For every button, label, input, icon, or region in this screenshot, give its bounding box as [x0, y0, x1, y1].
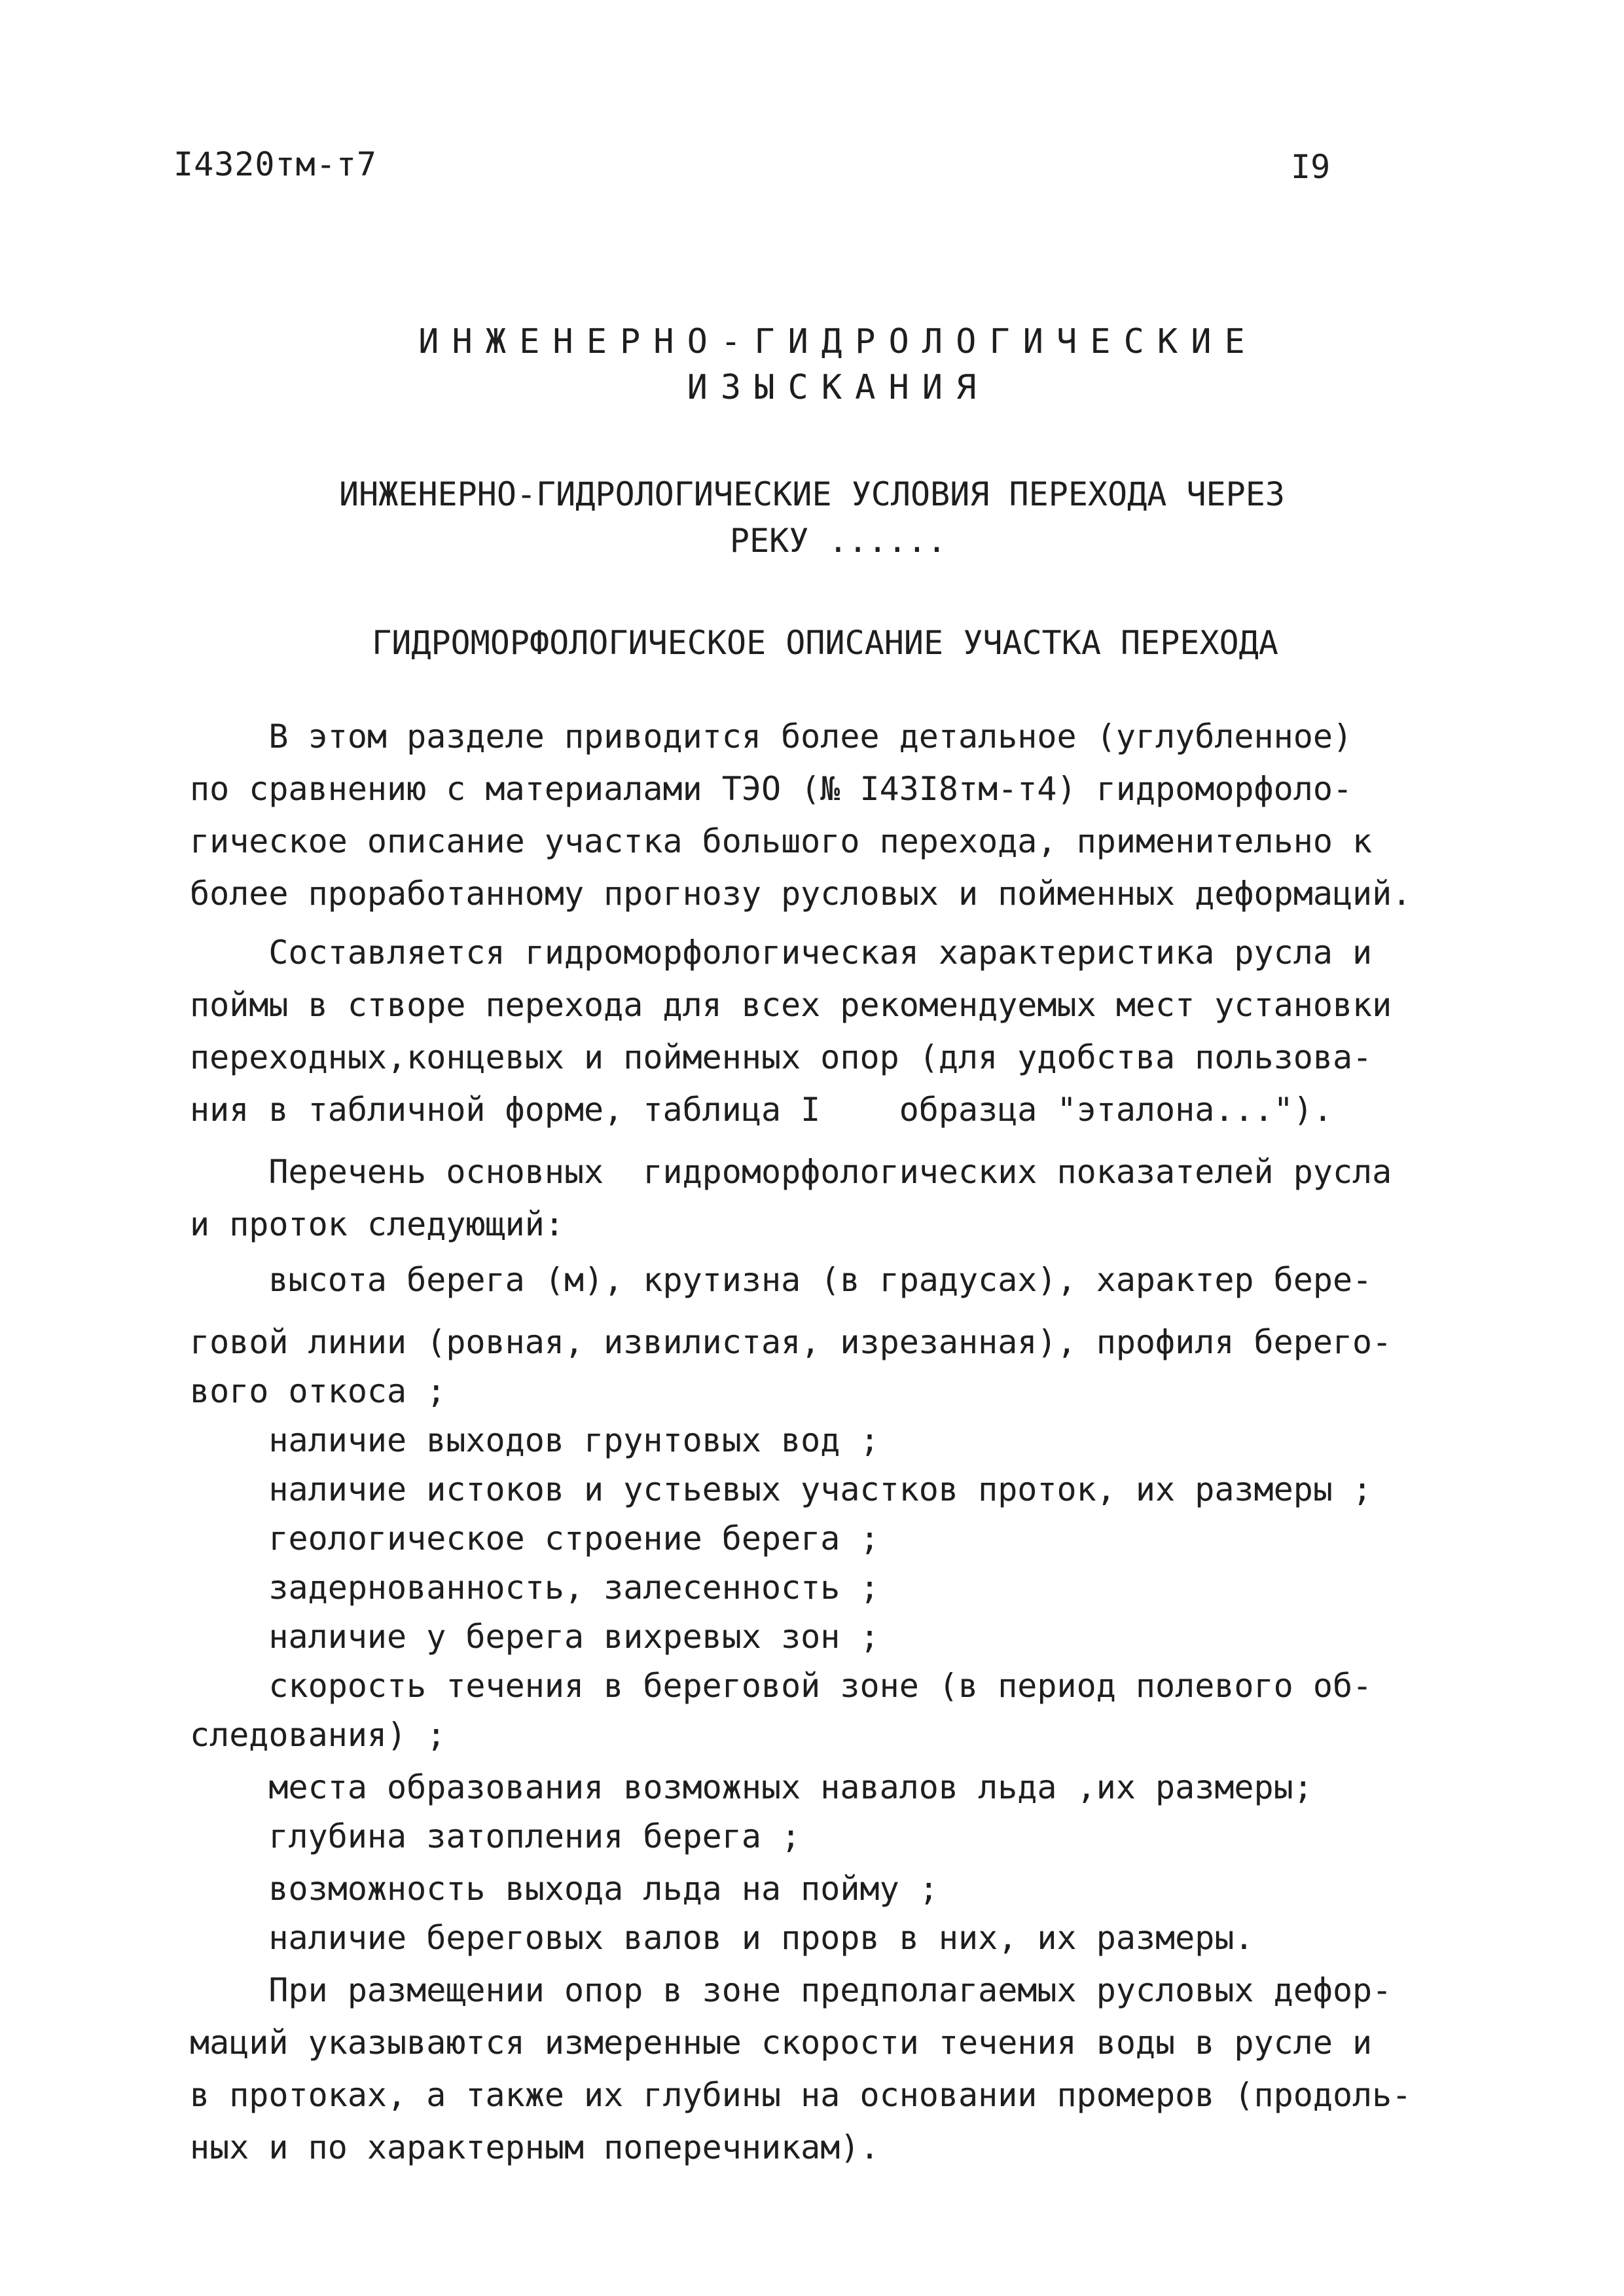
- list-item-7-line-2: следования) ;: [190, 1716, 446, 1754]
- list-item-1-line-3: вого откоса ;: [190, 1372, 446, 1410]
- paragraph-1-line-1: В этом разделе приводится более детальное (углубленное): [190, 718, 1353, 756]
- paragraph-2-line-4: ния в табличной форме, таблица I образца "эталона...").: [190, 1091, 1333, 1129]
- paragraph-3-line-1: Перечень основных гидроморфологических показателей русла: [190, 1153, 1392, 1191]
- list-item-2: наличие выходов грунтовых вод ;: [190, 1421, 880, 1459]
- list-item-9: глубина затопления берега ;: [190, 1817, 801, 1855]
- list-item-7-line-1: скорость течения в береговой зоне (в период полевого об-: [190, 1667, 1373, 1705]
- paragraph-4-line-4: ных и по характерным поперечникам).: [190, 2128, 880, 2166]
- paragraph-2-line-1: Составляется гидроморфологическая характеристика русла и: [190, 934, 1373, 972]
- paragraph-4-line-2: маций указываются измеренные скорости течения воды в русле и: [190, 2024, 1373, 2062]
- list-item-5: задернованность, залесенность ;: [190, 1569, 880, 1607]
- section-title-line-2: ИЗЫСКАНИЯ: [687, 368, 990, 407]
- subsection-title-line-2: РЕКУ ......: [729, 522, 947, 560]
- paragraph-3-line-2: и проток следующий:: [190, 1205, 564, 1243]
- section-title-line-1: ИНЖЕНЕРНО-ГИДРОЛОГИЧЕСКИЕ: [418, 322, 1258, 361]
- subsection-title-line-1: ИНЖЕНЕРНО-ГИДРОЛОГИЧЕСКИЕ УСЛОВИЯ ПЕРЕХОДА ЧЕРЕЗ: [339, 475, 1285, 513]
- paragraph-1-line-4: более проработанному прогнозу русловых и пойменных деформаций.: [190, 875, 1412, 913]
- paragraph-1-line-3: гическое описание участка большого перехода, применительно к: [190, 822, 1373, 860]
- list-item-6: наличие у берега вихревых зон ;: [190, 1618, 880, 1656]
- paragraph-4-line-1: При размещении опор в зоне предполагаемых русловых дефор-: [190, 1971, 1392, 2009]
- paragraph-1-line-2: по сравнению с материалами ТЭО (№ I43I8тм-т4) гидроморфоло-: [190, 770, 1353, 808]
- paragraph-4-line-3: в протоках, а также их глубины на основании промеров (продоль-: [190, 2076, 1412, 2114]
- list-item-10: возможность выхода льда на пойму ;: [190, 1870, 939, 1908]
- list-item-1-line-2: говой линии (ровная, извилистая, изрезанная), профиля берего-: [190, 1323, 1392, 1361]
- list-item-3: наличие истоков и устьевых участков проток, их размеры ;: [190, 1470, 1373, 1508]
- subsubsection-title: ГИДРОМОРФОЛОГИЧЕСКОЕ ОПИСАНИЕ УЧАСТКА ПЕРЕХОДА: [372, 624, 1278, 662]
- paragraph-2-line-2: поймы в створе перехода для всех рекомендуемых мест установки: [190, 986, 1392, 1024]
- paragraph-2-line-3: переходных,концевых и пойменных опор (для удобства пользова-: [190, 1038, 1373, 1076]
- list-item-4: геологическое строение берега ;: [190, 1520, 880, 1558]
- list-item-1-line-1: высота берега (м), крутизна (в градусах), характер бере-: [190, 1261, 1373, 1299]
- document-code: I4320тм-т7: [173, 145, 378, 183]
- list-item-11: наличие береговых валов и прорв в них, их размеры.: [190, 1919, 1254, 1957]
- list-item-8: места образования возможных навалов льда ,их размеры;: [190, 1768, 1313, 1806]
- page-number: I9: [1291, 148, 1331, 186]
